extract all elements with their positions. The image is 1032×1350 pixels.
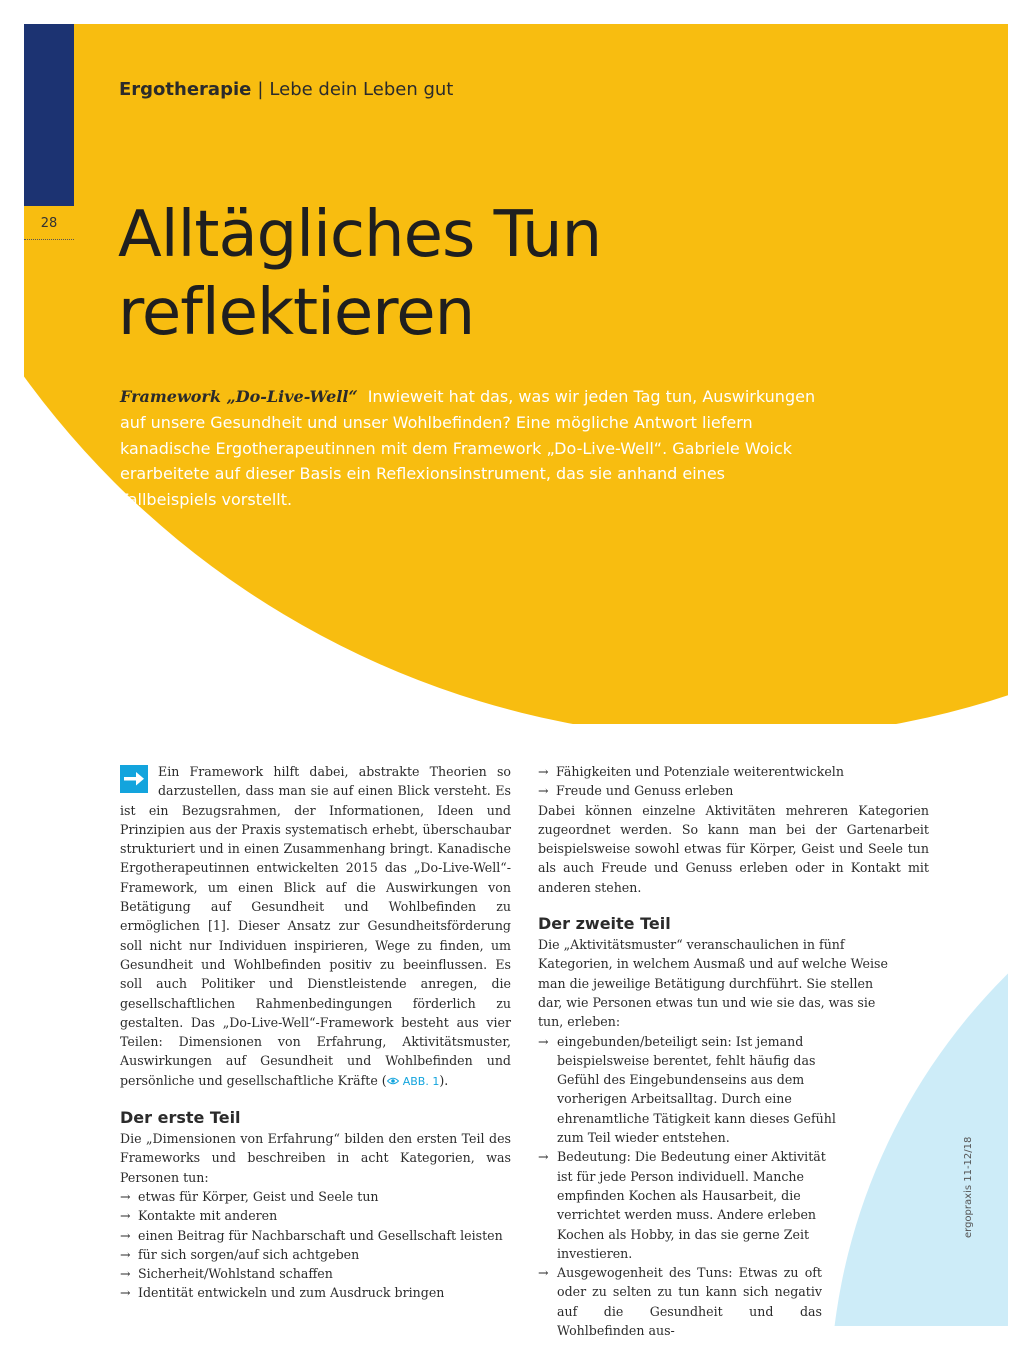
- list-item: → einen Beitrag für Nachbarschaft und Gesellschaft leisten: [120, 1226, 511, 1245]
- page-number: 28: [24, 216, 74, 240]
- list-item: → Identität entwickeln und zum Ausdruck bringen: [120, 1283, 511, 1302]
- lead-paragraph: [120, 384, 820, 513]
- arrow-bullet-icon: →: [538, 1265, 549, 1281]
- arrow-bullet-icon: →: [120, 1227, 131, 1243]
- intro-text: Ein Framework hilft dabei, abstrakte Theorien so darzustellen, dass man sie auf einen Blick versteht. Es ist ein Bezugsrahmen, der Informationen, Ideen und Prinzipien aus der Praxis systematisch erhebt, überschaubar strukturiert und in einen Zusammenhang bringt. Kanadische Ergotherapeutinnen entwickelten 2015 das „Do-Live-Well“-Framework, um einen Blick auf die Auswirkungen von Betätigung auf Gesundheit und Wohlbefinden zu ermöglichen [1]. Dieser Ansatz zur Gesundheitsförderung soll nicht nur Individuen inspirieren, Wege zu finden, um Gesundheit und Wohlbefinden positiv zu beeinflussen. Es soll auch Politiker und Dienstleistende anregen, die gesellschaftlichen Rahmenbedingungen förderlich zu gestalten. Das „Do-Live-Well“-Framework besteht aus vier Teilen: Dimensionen von Erfahrung, Aktivitätsmuster, Auswirkungen auf Gesundheit und Wohlbefinden und persönliche und gesellschaftliche Kräfte (: [120, 764, 511, 1088]
- arrow-bullet-icon: →: [120, 1246, 131, 1262]
- section-category: Ergotherapie: [119, 79, 252, 100]
- title-line-2: reflektieren: [118, 276, 475, 350]
- lead-kicker: Framework „Do-Live-Well“: [120, 387, 358, 406]
- arrow-right-box-icon: [120, 765, 148, 793]
- arrow-bullet-icon: →: [538, 764, 549, 779]
- lead-text: Inwieweit hat das, was wir jeden Tag tun, Auswirkungen auf unsere Gesundheit und unser Wohlbefinden? Eine mögliche Antwort liefern kanadische Ergotherapeutinnen mit dem Framework „Do-Live-Well“. Gabriele Woick erarbeitete auf dieser Basis ein Reflexionsinstrument, das sie anhand eines Fallbeispiels vorstellt.: [120, 387, 816, 510]
- title-line-1: Alltägliches Tun: [118, 198, 602, 272]
- heading-part-two: Der zweite Teil: [538, 914, 671, 934]
- arrow-bullet-icon: →: [538, 1033, 549, 1049]
- list-item: → eingebunden/beteiligt sein: Ist jemand beispielsweise berentet, fehlt häufig das Gefühl des Eingebundenseins aus dem vorherigen Arbeitsalltag. Durch eine ehrenamtliche Tätigkeit kann dieses Gefühl zum Teil wieder entstehen.: [538, 1033, 836, 1146]
- list-item: → etwas für Körper, Geist und Seele tun: [120, 1187, 511, 1206]
- arrow-bullet-icon: →: [120, 1208, 131, 1224]
- categories-paragraph: Dabei können einzelne Aktivitäten mehreren Kategorien zugeordnet werden. So kann man bei der Gartenarbeit beispielsweise sowohl etwas für Körper, Geist und Seele tun als auch Freude und Genuss erleben oder in Kontakt mit anderen stehen.: [538, 802, 929, 895]
- journal-info: ergopraxis 11-12/18: [963, 1136, 974, 1238]
- arrow-bullet-icon: →: [120, 1188, 131, 1204]
- list-item: → Fähigkeiten und Potenziale weiterentwickeln: [538, 762, 929, 781]
- right-column: [538, 762, 929, 1340]
- list-item: → Kontakte mit anderen: [120, 1206, 511, 1225]
- part-two-list: [538, 1032, 929, 1341]
- yellow-header-background: [24, 24, 1008, 724]
- arrow-bullet-icon: →: [120, 1266, 131, 1282]
- arrow-bullet-icon: →: [538, 1149, 549, 1165]
- figure-reference-link[interactable]: ABB. 1: [402, 1074, 440, 1088]
- part-one-list: [120, 1187, 511, 1303]
- list-item: → für sich sorgen/auf sich achtgeben: [120, 1245, 511, 1264]
- part-two-text: Die „Aktivitätsmuster“ veranschaulichen in fünf Kategorien, in welchem Ausmaß und auf welche Weise man die jeweilige Betätigung durchführt. Sie stellen dar, wie Personen etwas tun und wie sie das, was sie tun, erleben:: [538, 937, 888, 1030]
- arrow-bullet-icon: →: [120, 1285, 131, 1301]
- section-subtitle: Lebe dein Leben gut: [269, 79, 454, 100]
- arrow-bullet-icon: →: [538, 783, 549, 799]
- intro-paragraph: [120, 762, 511, 1091]
- article-title: [118, 196, 601, 352]
- section-separator: |: [257, 79, 264, 100]
- heading-part-one: Der erste Teil: [120, 1108, 241, 1128]
- list-item: → Bedeutung: Die Bedeutung einer Aktivität ist für jede Person individuell. Manche empfinden Kochen als Hausarbeit, die verrichtet werden muss. Andere erleben Kochen als Hobby, in das sie gerne Zeit investieren.: [538, 1149, 826, 1261]
- part-one-text: Die „Dimensionen von Erfahrung“ bilden den ersten Teil des Frameworks und beschreiben in acht Kategorien, was Personen tun:: [120, 1131, 511, 1185]
- intro-text-end: ).: [439, 1072, 449, 1088]
- list-item: → Sicherheit/Wohlstand schaffen: [120, 1264, 511, 1283]
- list-item: → Freude und Genuss erleben: [538, 781, 929, 800]
- left-column: [120, 762, 511, 1303]
- eye-icon: [387, 1077, 399, 1085]
- section-header: [119, 79, 453, 100]
- list-item: → Ausgewogenheit des Tuns: Etwas zu oft oder zu selten zu tun kann sich negativ auf die Gesundheit und das Wohlbefinden aus-: [538, 1265, 822, 1339]
- part-one-list-continued: [538, 762, 929, 801]
- blue-accent-bar: [24, 24, 74, 206]
